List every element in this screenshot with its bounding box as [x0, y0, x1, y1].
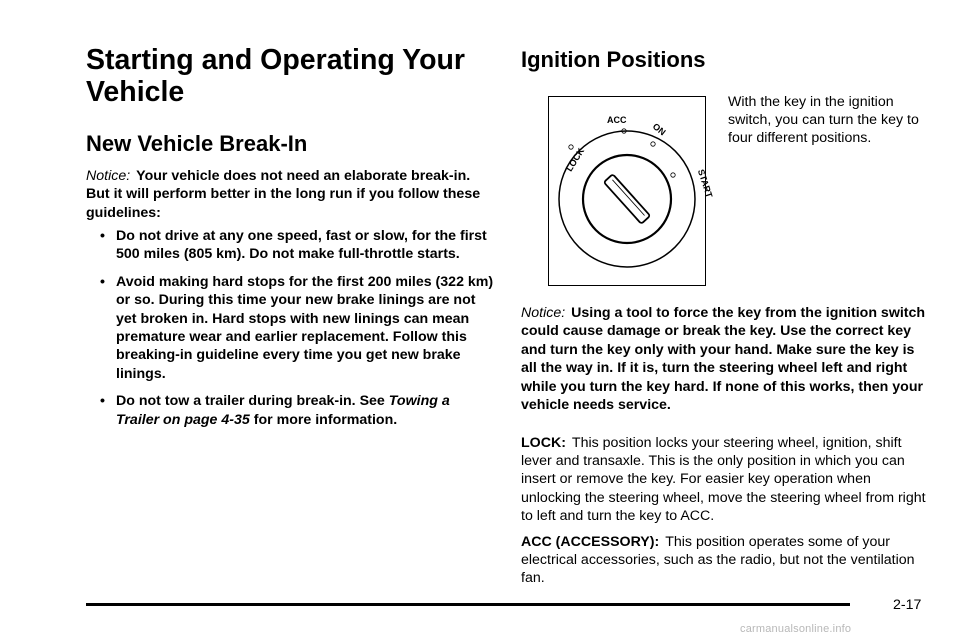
ignition-heading: Ignition Positions	[521, 47, 706, 72]
towing-reference-link[interactable]: Towing a Trailer on page 4-35	[116, 393, 450, 428]
page-title: Starting and Operating Your Vehicle	[86, 44, 465, 108]
ignition-switch-icon	[549, 97, 715, 284]
notice-label: Notice:	[86, 168, 131, 184]
break-in-notice	[86, 167, 496, 222]
start-dot	[671, 173, 675, 177]
page-number: 2-17	[893, 597, 922, 613]
lock-description	[521, 434, 926, 525]
break-in-guidelines	[86, 227, 496, 438]
lock-text: This position locks your steering wheel, ignition, shift lever and transaxle. This is the only position in which you can insert or remove the key. For easier key operation when unlocking the steering wheel, move the steering wheel from right to left and turn the key to ACC.	[521, 435, 926, 524]
notice-label: Notice:	[521, 305, 566, 321]
on-dot	[651, 142, 655, 146]
bullet-icon: •	[100, 393, 105, 410]
lock-label: LOCK	[564, 146, 587, 174]
figure-caption: With the key in the ignition switch, you can turn the key to four different positions.	[728, 94, 919, 147]
break-in-heading: New Vehicle Break-In	[86, 131, 308, 156]
bullet-text-prefix: Do not tow a trailer during break-in. See	[116, 393, 385, 410]
list-item	[86, 273, 496, 383]
notice-text: Using a tool to force the key from the ignition switch could cause damage or break the key. Use the correct key and turn the key only with your hand. Make sure the key is all the way in. If it is, turn the steering wheel left and right while you turn the key hard. If none of this works, then your vehicle needs service.	[521, 305, 926, 414]
acc-term: ACC (ACCESSORY):	[521, 534, 660, 550]
watermark: carmanualsonline.info	[740, 623, 852, 635]
list-item	[86, 227, 496, 264]
ignition-notice	[521, 304, 926, 414]
bullet-icon: •	[100, 273, 105, 290]
notice-text: Your vehicle does not need an elaborate break-in. But it will perform better in the long run if you follow these guidelines:	[86, 168, 481, 221]
bullet-text: Avoid making hard stops for the first 200 miles (322 km) or so. During this time your new brake linings are not yet broken in. Hard stops with new linings can mean premature wear and earlier replacement. Follow this breaking-in guideline every time you get new brake linings.	[116, 273, 494, 382]
acc-text: This position operates some of your electrical accessories, such as the radio, but not the ventilation fan.	[521, 534, 915, 587]
on-label: ON	[650, 121, 668, 138]
acc-description	[521, 533, 926, 588]
ignition-switch-figure	[548, 96, 715, 286]
start-label: START	[695, 167, 715, 199]
acc-label: ACC	[607, 115, 627, 125]
footer-rule	[86, 603, 850, 606]
bullet-icon: •	[100, 228, 105, 244]
lock-dot	[569, 145, 573, 149]
switch-inner-ring	[583, 155, 671, 243]
bullet-text: Do not drive at any one speed, fast or slow, for the first 500 miles (805 km). Do not make full-throttle starts.	[116, 228, 487, 263]
bullet-text-suffix: for more information.	[253, 411, 398, 428]
lock-term: LOCK:	[521, 435, 566, 451]
key-slot	[604, 174, 650, 224]
list-item	[86, 392, 496, 429]
